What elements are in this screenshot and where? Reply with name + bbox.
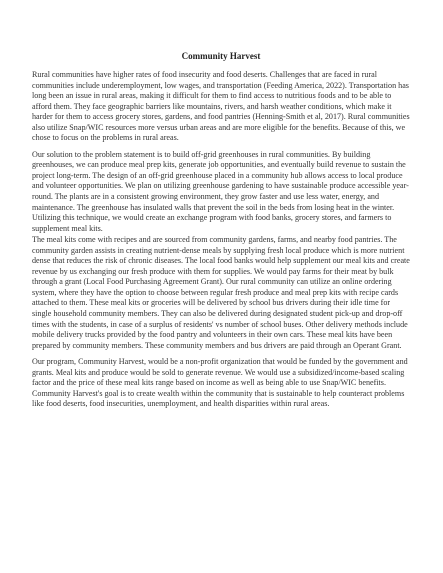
paragraph-solution: Our solution to the problem statement is to build off-grid greenhouses in rural communities. By building greenhouses, we can produce meal prep kits, generate job opportunities, and eventually build revenue to sustain the project long-term. The design of an off-grid greenhouse placed in a community hub allows access to local produce and volunteer opportunities. We plan on utilizing greenhouse gardening to have sustainable produce accessible year-round. The plants are in a consistent growing environment, they grow faster and use less water, energy, and maintenance. The greenhouse has insulated walls that prevent the soil in the beds from losing heat in the winter. Utilizing this technique, we would create an exchange program with food banks, grocery stores, and farmers to supplement meal kits. [32, 149, 409, 233]
paragraph-program: Our program, Community Harvest, would be a non-profit organization that would be funded by the government and grants. Meal kits and produce would be sold to generate revenue. We would use a subsidized/income-based scaling factor and the price of these meal kits range based on income as well as being able to use Snap/WIC benefits. Community Harvest's goal is to create wealth within the community that is sustainable to help counteract problems like food deserts, food insecurities, unemployment, and health disparities within rural areas. [32, 357, 408, 409]
paragraph-problem: Rural communities have higher rates of food insecurity and food deserts. Challenges that are faced in rural communities include underemployment, low wages, and transportation (Feeding America, 2022). Transportation has long been an issue in rural areas, making it difficult for them to find access to nutritious foods and to be able to afford them. They face geographic barriers like mountains, rivers, and harsh weather conditions, which make it harder for them to access grocery stores, gardens, and food pantries (Henning-Smith et al, 2017). Rural communities also utilize Snap/WIC resources more versus urban areas and are more eligible for the benefits. Because of this, we chose to focus on the problems in rural areas. [32, 70, 410, 143]
paragraph-meal-kits: The meal kits come with recipes and are sourced from community gardens, farms, and nearby food pantries. The community garden assists in creating nutrient-dense meals by supplying fresh local produce which is more nutrient dense that reduces the risk of chronic diseases. The local food banks would help supplement our meal kits and create revenue by us exchanging our fresh produce with them for supplies. We would pay farms for their meat by bulk through a grant (Local Food Purchasing Agreement Grant). Our rural community can utilize an online ordering system, where they have the option to choose between regular fresh produce and meal prep kits with recipe cards attached to them. These meal kits or groceries will be delivered by school bus drivers during their idle time for single household community members. They can also be delivered during designated student pick-up and drop-off times with the students, in case of a surplus of residents' vs number of school buses. Other delivery methods include mobile delivery trucks provided by the food pantry and volunteers in their own cars. These meal kits have been prepared by community members. These community members and bus drivers are paid through an Operant Grant. [32, 235, 410, 350]
document-title: Community Harvest [181, 51, 261, 61]
